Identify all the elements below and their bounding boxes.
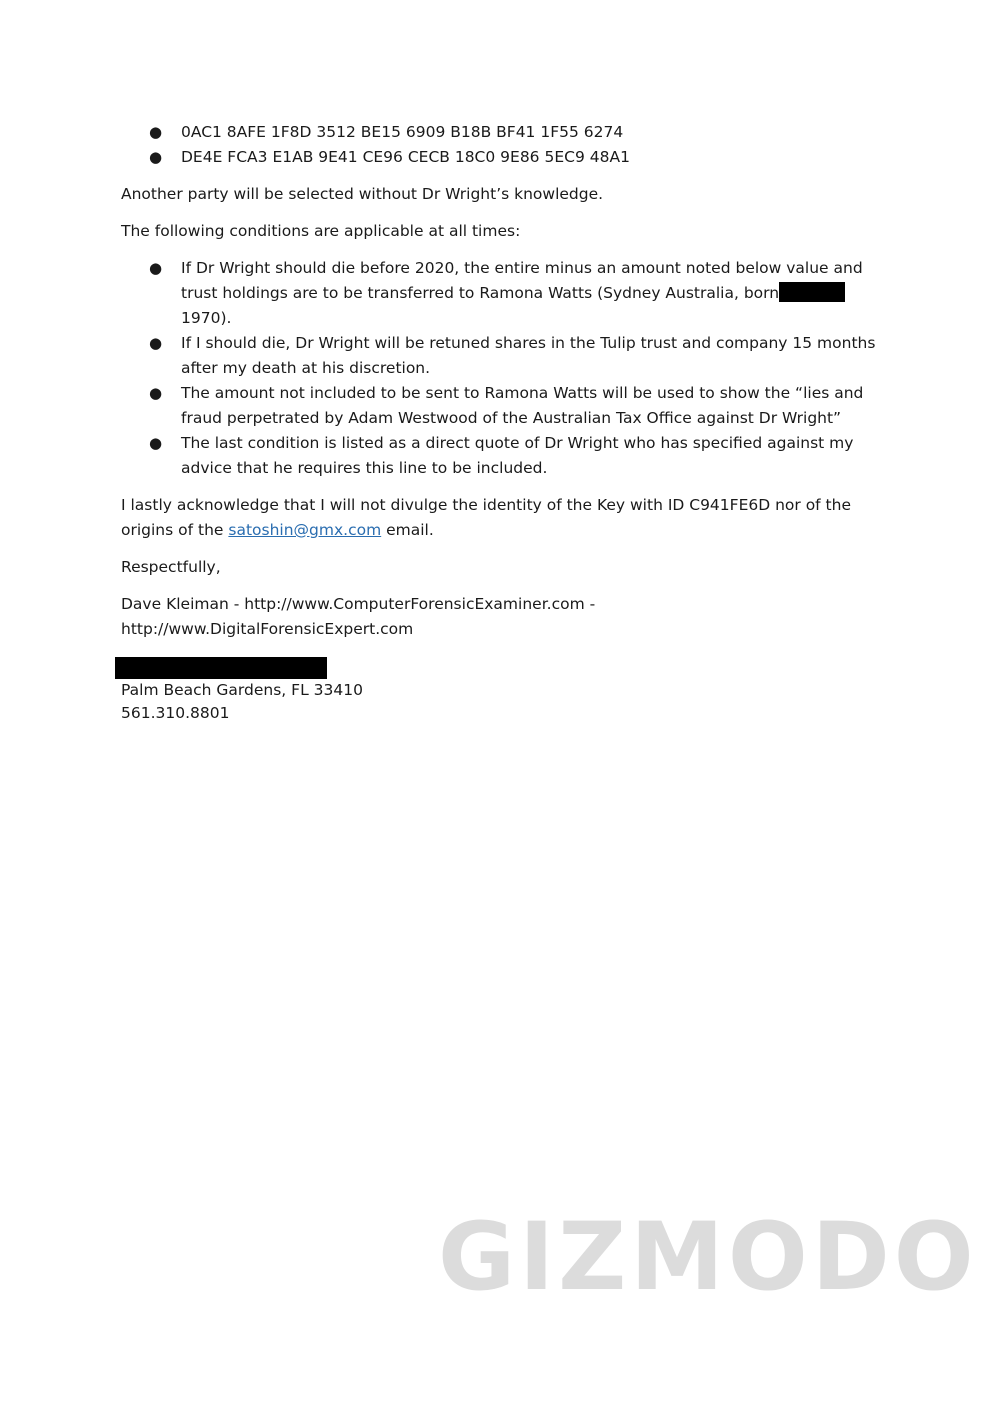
hash-list [121,120,891,170]
bullet-icon: ● [149,384,163,402]
paragraph-selected: Another party will be selected without Dr Wright’s knowledge. [121,185,604,203]
condition-4-text: The last condition is listed as a direct quote of Dr Wright who has specified against my advice that he requires this line to be included. [181,434,854,477]
hash-line-1: 0AC1 8AFE 1F8D 3512 BE15 6909 B18B BF41 1F55 6274 [181,123,624,141]
ack-text: I lastly acknowledge that I will not divulge the identity of the Key with ID C941FE6D nor of the origins of the [121,496,851,539]
list-item [121,381,891,431]
bullet-icon: ● [149,434,163,452]
list-item [121,331,891,381]
email-link[interactable]: satoshin@gmx.com [228,521,382,539]
paragraph-conditions-intro: The following conditions are applicable at all times: [121,222,521,240]
paragraph-acknowledgement [121,493,891,543]
gizmodo-watermark: GIZMODO [438,1203,978,1312]
list-item [121,256,891,331]
bullet-icon: ● [149,148,163,166]
list-item [121,120,891,145]
address-phone: 561.310.8801 [121,704,230,722]
bullet-icon: ● [149,259,163,277]
condition-1-year: 1970). [181,309,232,327]
list-item [121,431,891,481]
redaction-bar [115,657,327,679]
list-item [121,145,891,170]
address-city: Palm Beach Gardens, FL 33410 [121,681,363,699]
signature-line-1: Dave Kleiman - http://www.ComputerForensicExaminer.com - [121,595,596,613]
bullet-icon: ● [149,334,163,352]
bullet-icon: ● [149,123,163,141]
condition-2-text: If I should die, Dr Wright will be retuned shares in the Tulip trust and company 15 months after my death at his discretion. [181,334,876,377]
letter-body [121,120,891,725]
condition-1-text: If Dr Wright should die before 2020, the entire minus an amount noted below value and trust holdings are to be transferred to Ramona Watts (Sydney Australia, born [181,259,863,302]
closing-salutation: Respectfully, [121,558,221,576]
hash-line-2: DE4E FCA3 E1AB 9E41 CE96 CECB 18C0 9E86 5EC9 48A1 [181,148,630,166]
conditions-list [121,256,891,481]
condition-3-text: The amount not included to be sent to Ramona Watts will be used to show the “lies and fraud perpetrated by Adam Westwood of the Australian Tax Office against Dr Wright” [181,384,864,427]
signature-line-2: http://www.DigitalForensicExpert.com [121,620,414,638]
redaction-bar [779,282,845,302]
ack-text-end: email. [381,521,434,539]
